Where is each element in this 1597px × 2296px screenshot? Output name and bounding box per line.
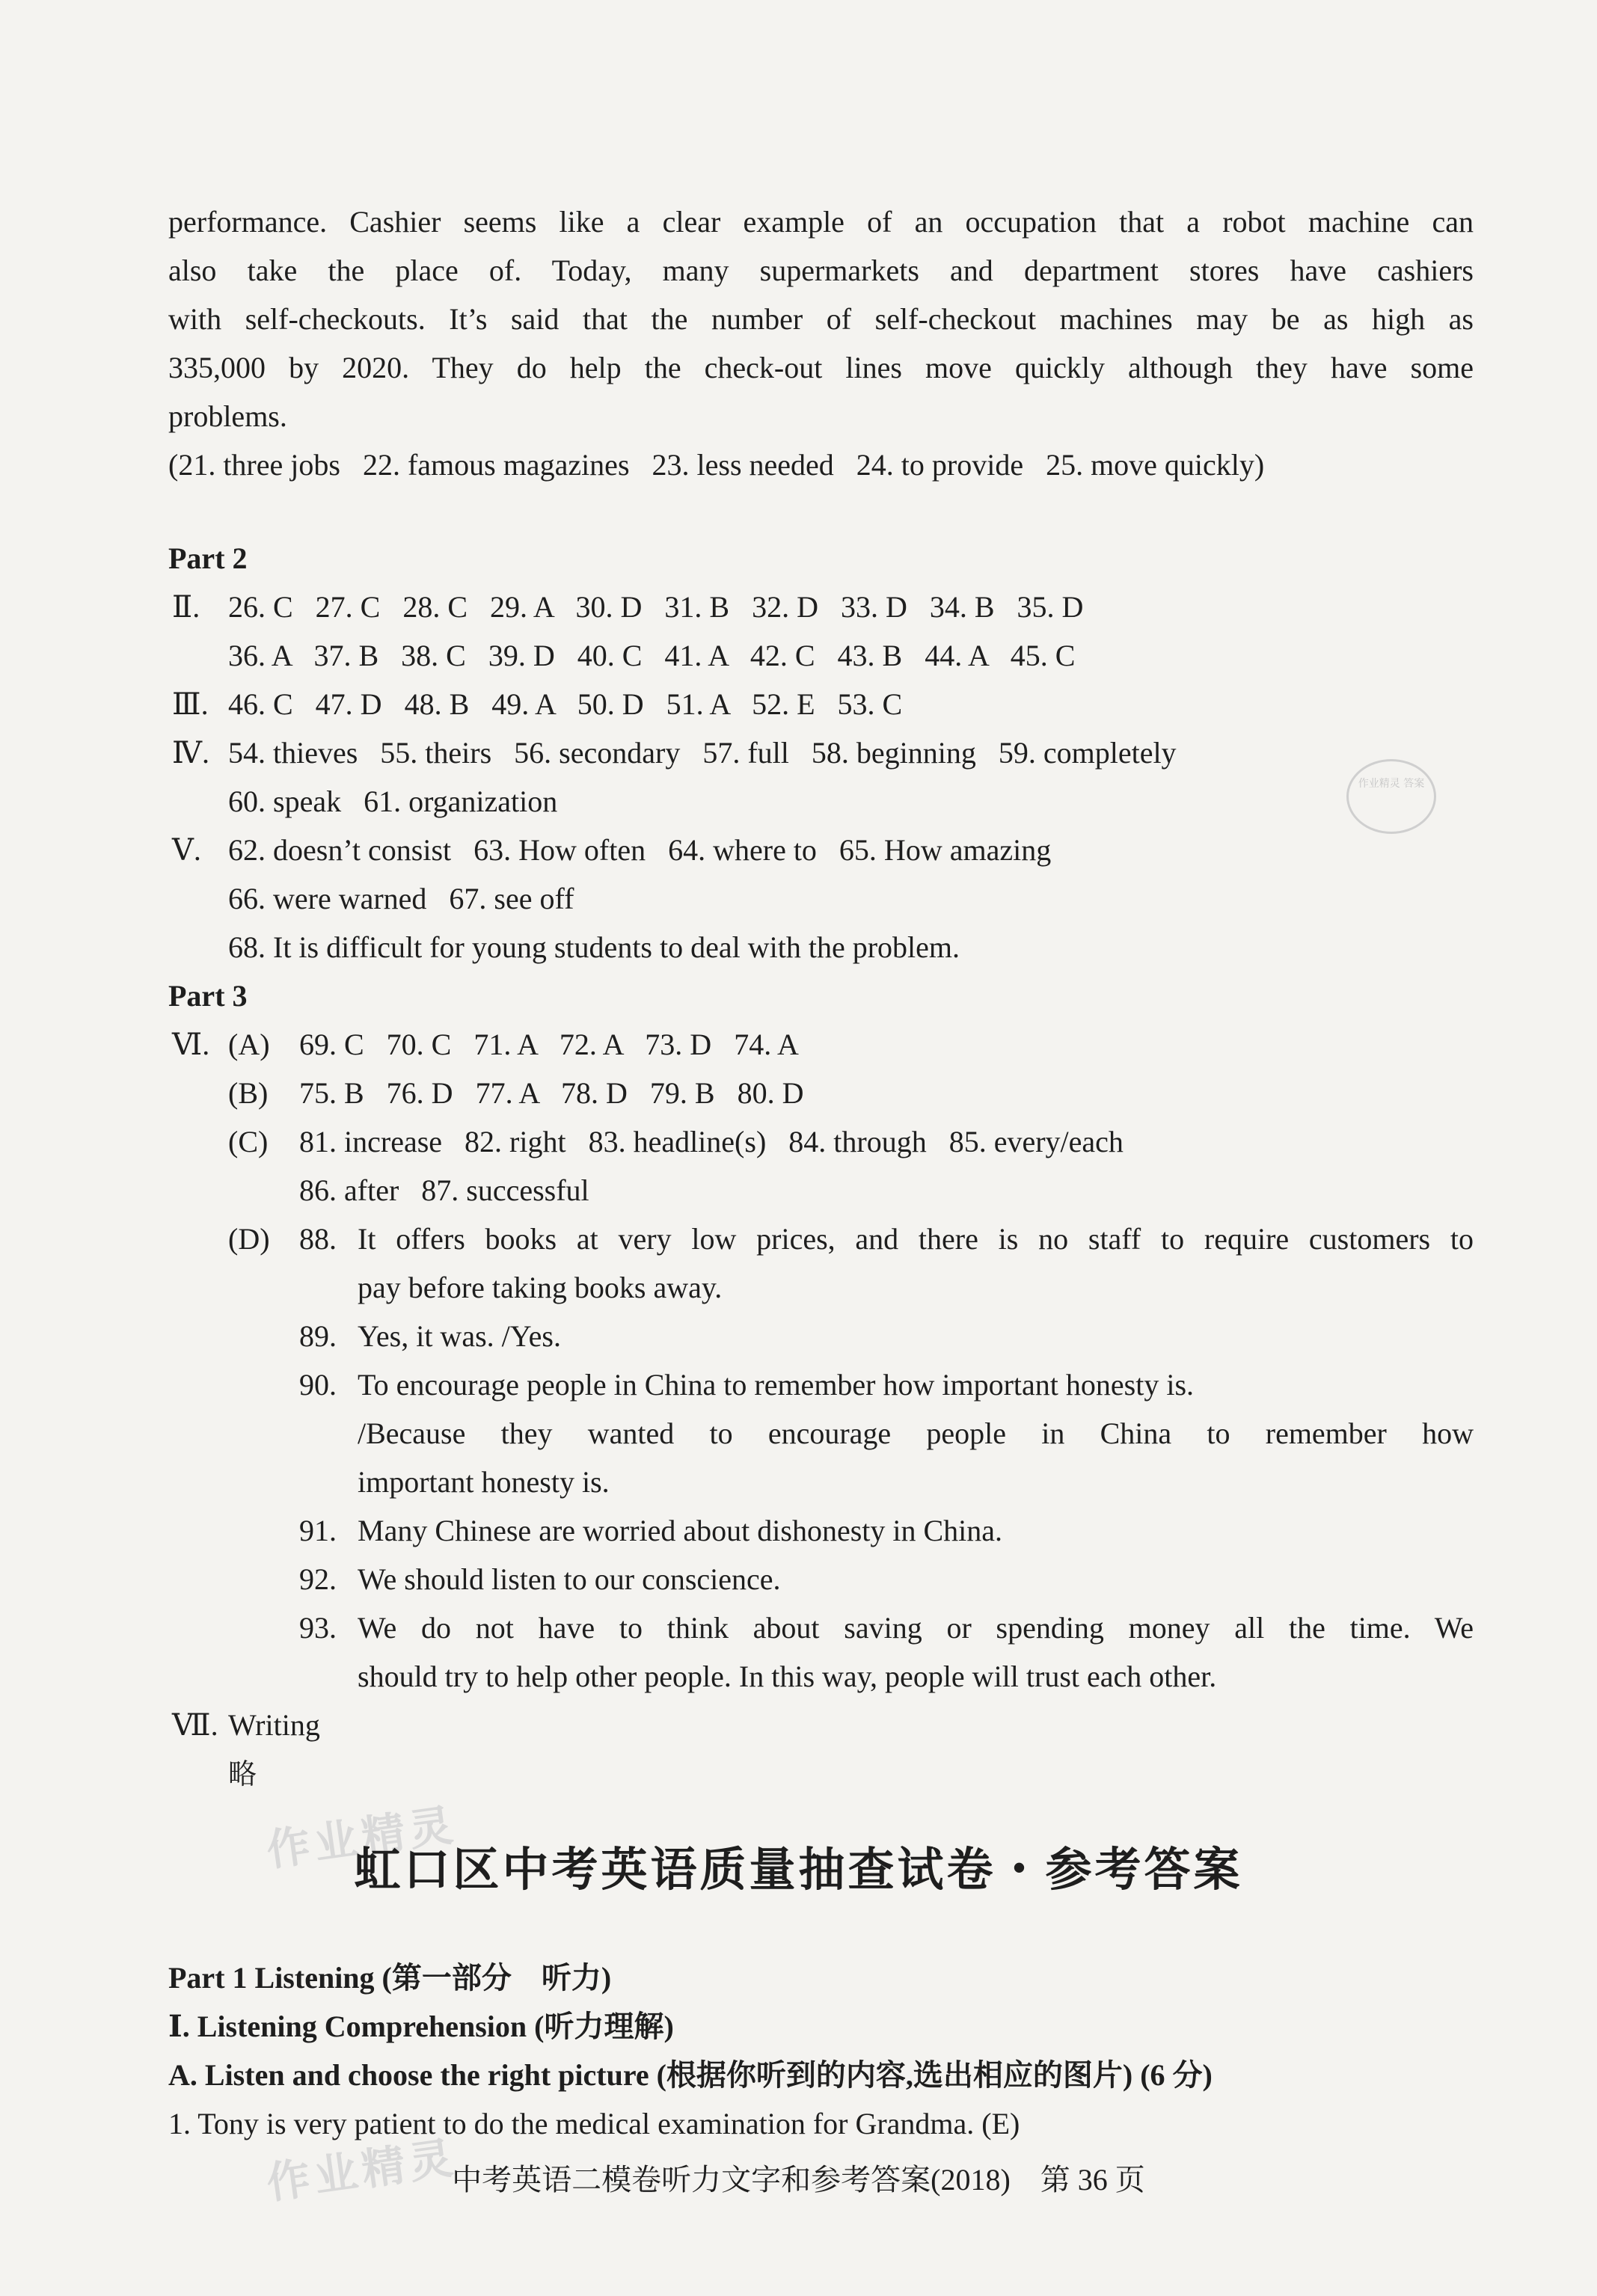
answer-91-line: Many Chinese are worried about dishonesty in China. xyxy=(358,1514,1003,1547)
page-footer: 中考英语二模卷听力文字和参考答案(2018) 第 36 页 xyxy=(452,2163,1145,2197)
section-number: Ⅳ. xyxy=(172,736,209,770)
section-number: Ⅴ. xyxy=(172,833,201,867)
answers-66-67: 66. were warned 67. see off xyxy=(228,882,574,915)
section-number: Ⅱ. xyxy=(172,590,200,624)
answer-89-line: Yes, it was. /Yes. xyxy=(358,1319,561,1353)
writing-answer: 略 xyxy=(228,1758,257,1790)
subsection-label: (D) xyxy=(228,1222,270,1256)
section-number: Ⅲ. xyxy=(172,687,209,721)
answers-62-65: 62. doesn’t consist 63. How often 64. where to 65. How amazing xyxy=(228,833,1052,867)
section-number: Ⅶ. xyxy=(172,1708,218,1742)
answers-86-87: 86. after 87. successful xyxy=(299,1173,589,1207)
paragraph-line: performance. Cashier seems like a clear example of an occupation that a robot machine can xyxy=(168,205,1474,239)
paragraph-line: also take the place of. Today, many supermarkets and department stores have cashiers xyxy=(168,254,1474,287)
question-number: 89. xyxy=(299,1319,337,1353)
answers-26-35: 26. C 27. C 28. C 29. A 30. D 31. B 32. D 33. D 34. B 35. D xyxy=(228,590,1084,624)
watermark-stamp: 作业精灵 答案 xyxy=(1346,759,1436,834)
paragraph-line: with self-checkouts. It’s said that the number of self-checkout machines may be as high as xyxy=(168,302,1474,336)
answer-92-line: We should listen to our conscience. xyxy=(358,1562,781,1596)
answer-88-line: It offers books at very low prices, and there is no staff to require customers to xyxy=(358,1222,1474,1256)
question-number: 90. xyxy=(299,1368,337,1402)
paragraph-line: 335,000 by 2020. They do help the check-out lines move quickly although they have some xyxy=(168,351,1474,384)
answers-81-85: 81. increase 82. right 83. headline(s) 84. through 85. every/each xyxy=(299,1125,1124,1158)
paragraph-line: problems. xyxy=(168,399,287,433)
question-number: 91. xyxy=(299,1514,337,1547)
listening-comprehension-heading: Ⅰ. Listening Comprehension (听力理解) xyxy=(168,2010,674,2043)
question-number: 92. xyxy=(299,1562,337,1596)
answers-36-45: 36. A 37. B 38. C 39. D 40. C 41. A 42. C 43. B 44. A 45. C xyxy=(228,639,1076,672)
section-title: 虹口区中考英语质量抽查试卷・参考答案 xyxy=(354,1842,1243,1897)
answers-69-74: 69. C 70. C 71. A 72. A 73. D 74. A xyxy=(299,1028,799,1061)
answer-90-line: To encourage people in China to remember how important honesty is. xyxy=(358,1368,1195,1402)
answer-88-line: pay before taking books away. xyxy=(358,1271,723,1304)
answers-60-61: 60. speak 61. organization xyxy=(228,785,558,818)
question-number: 88. xyxy=(299,1222,337,1256)
watermark-logo: 作业精灵 xyxy=(263,2131,461,2209)
section-a-heading: A. Listen and choose the right picture (根据你听到的内容,选出相应的图片) (6 分) xyxy=(168,2058,1213,2092)
subsection-label: (C) xyxy=(228,1125,269,1158)
answer-93-line: We do not have to think about saving or spending money all the time. We xyxy=(358,1611,1474,1645)
answers-21-25: (21. three jobs 22. famous magazines 23. less needed 24. to provide 25. move quickly) xyxy=(168,448,1265,482)
answers-75-80: 75. B 76. D 77. A 78. D 79. B 80. D xyxy=(299,1076,804,1110)
part3-heading: Part 3 xyxy=(168,979,248,1013)
answers-46-53: 46. C 47. D 48. B 49. A 50. D 51. A 52. E 53. C xyxy=(228,687,903,721)
answer-93-line: should try to help other people. In this way, people will trust each other. xyxy=(358,1660,1217,1693)
subsection-label: (A) xyxy=(228,1028,270,1061)
answer-90-line: /Because they wanted to encourage people in China to remember how xyxy=(358,1416,1474,1450)
writing-label: Writing xyxy=(228,1708,320,1742)
answers-54-59: 54. thieves 55. theirs 56. secondary 57. full 58. beginning 59. completely xyxy=(228,736,1177,770)
question-1: 1. Tony is very patient to do the medical examination for Grandma. (E) xyxy=(168,2107,1020,2140)
answer-90-line: important honesty is. xyxy=(358,1465,610,1499)
section-number: Ⅵ. xyxy=(172,1028,210,1061)
subsection-label: (B) xyxy=(228,1076,269,1110)
part2-heading: Part 2 xyxy=(168,541,248,575)
watermark-logo: 作业精灵 xyxy=(263,1799,461,1876)
part1-heading: Part 1 Listening (第一部分 听力) xyxy=(168,1961,612,1995)
answer-68: 68. It is difficult for young students to deal with the problem. xyxy=(228,930,960,964)
question-number: 93. xyxy=(299,1611,337,1645)
